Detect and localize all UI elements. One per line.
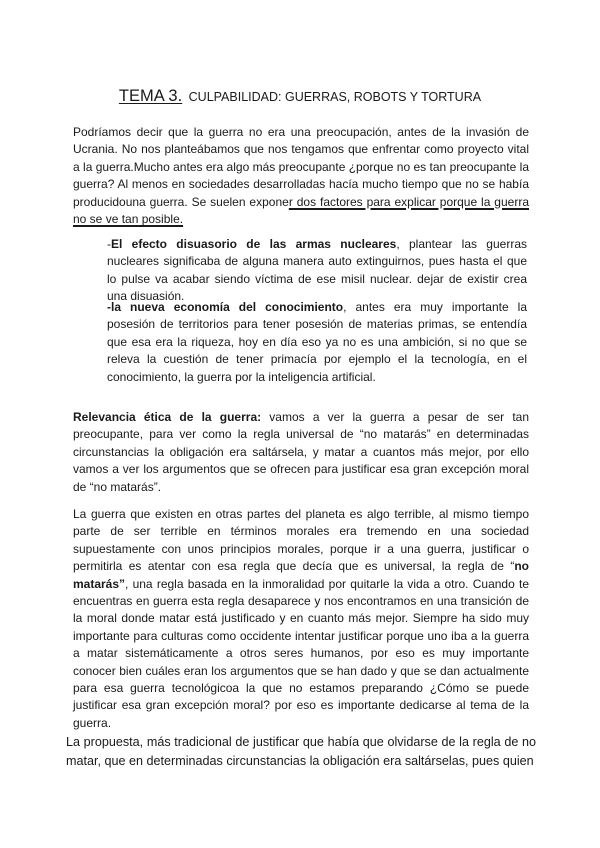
document-title [0, 87, 600, 106]
war-bold-rule: no matarás” [73, 559, 529, 591]
paragraph-knowledge-economy [107, 299, 527, 386]
paragraph-ethical-relevance [73, 409, 529, 496]
title-subtitle: CULPABILIDAD: GUERRAS, ROBOTS Y TORTURA [188, 90, 482, 104]
paragraph-intro [73, 124, 529, 228]
paragraph-war-morality [73, 506, 529, 732]
paragraph-traditional-proposal [66, 733, 536, 770]
intro-underlined-text: r dos factores para explicar porque la guerra no se ve tan posible. [73, 194, 529, 227]
war-text-b: , una regla basada en la inmoralidad por quitarle la vida a otro. Cuando te encuentras en guerra esta regla desaparece y nos encontramos en una transición de la moral donde matar está justificado y en cuanto más mejor. Siempre ha sido muy importante para culturas como occidente intentar justificar porque uno iba a la guerra a matar sistemáticamente a otros seres humanos, por eso es muy importante conocer bien cuáles eran los argumentos que se han dado y que se dan actualmente para esa guerra tecnológicoa la que no estamos preparando ¿Cómo se puede justificar esa gran excepción moral? por eso es importante dedicarse al tema de la guerra. [73, 576, 529, 730]
intro-text: Podríamos decir que la guerra no era una preocupación, antes de la invasión de Ucrania. No nos planteábamos que nos tengamos que enfrentar como proyecto vital a la guerra.Mucho antes era algo más preocupante ¿porque no es tan preocupante la guerra? Al menos en sociedades desarrolladas hacía mucho tiempo que no se había producidouna guerra. Se suelen expone [73, 125, 529, 209]
proposal-text: La propuesta, más tradicional de justificar que había que olvidarse de la regla de no matar, que en determinadas circunstancias la obligación era saltárselas, pues quien [66, 735, 536, 768]
nuclear-text: , plantear las guerras nucleares significaba de alguna manera auto extinguirnos, pues hasta el que lo pulse va acabar siendo víctima de ese misil nuclear. dejar de existir crea una disuasión. [107, 237, 527, 304]
knowledge-text: , antes era muy importante la posesión de territorios para tener posesión de materias primas, se entendía que esa era la riqueza, hoy en día eso ya no es una ambición, si no que se releva la cuestión de tener primacía por ejemplo el la tecnología, en el conocimiento, la guerra por la inteligencia artificial. [107, 300, 527, 384]
knowledge-heading: -la nueva economía del conocimiento [107, 300, 344, 314]
ethical-text: vamos a ver la guerra a pesar de ser tan preocupante, para ver como la regla universal de “no matarás” en determinadas circunstancias la obligación era saltársela, y matar a cuantos más mejor, por ello vamos a ver los argumentos que se ofrecen para justificar esa gran excepción moral de “no matarás”. [73, 410, 529, 494]
paragraph-nuclear-deterrence [107, 236, 527, 306]
ethical-heading: Relevancia ética de la guerra: [73, 410, 262, 424]
nuclear-prefix: - [107, 237, 111, 251]
war-text-a: La guerra que existen en otras partes del planeta es algo terrible, al mismo tiempo parte de ser terrible en términos morales era tremendo en una sociedad supuestamente con unos principios morales, porque ir a una guerra, justificar o permitirla es atentar con esa regla que decía que es universal, la regla de “ [73, 507, 529, 574]
title-topic-number: TEMA 3. [118, 87, 183, 105]
nuclear-heading: El efecto disuasorio de las armas nucleares [111, 237, 397, 251]
